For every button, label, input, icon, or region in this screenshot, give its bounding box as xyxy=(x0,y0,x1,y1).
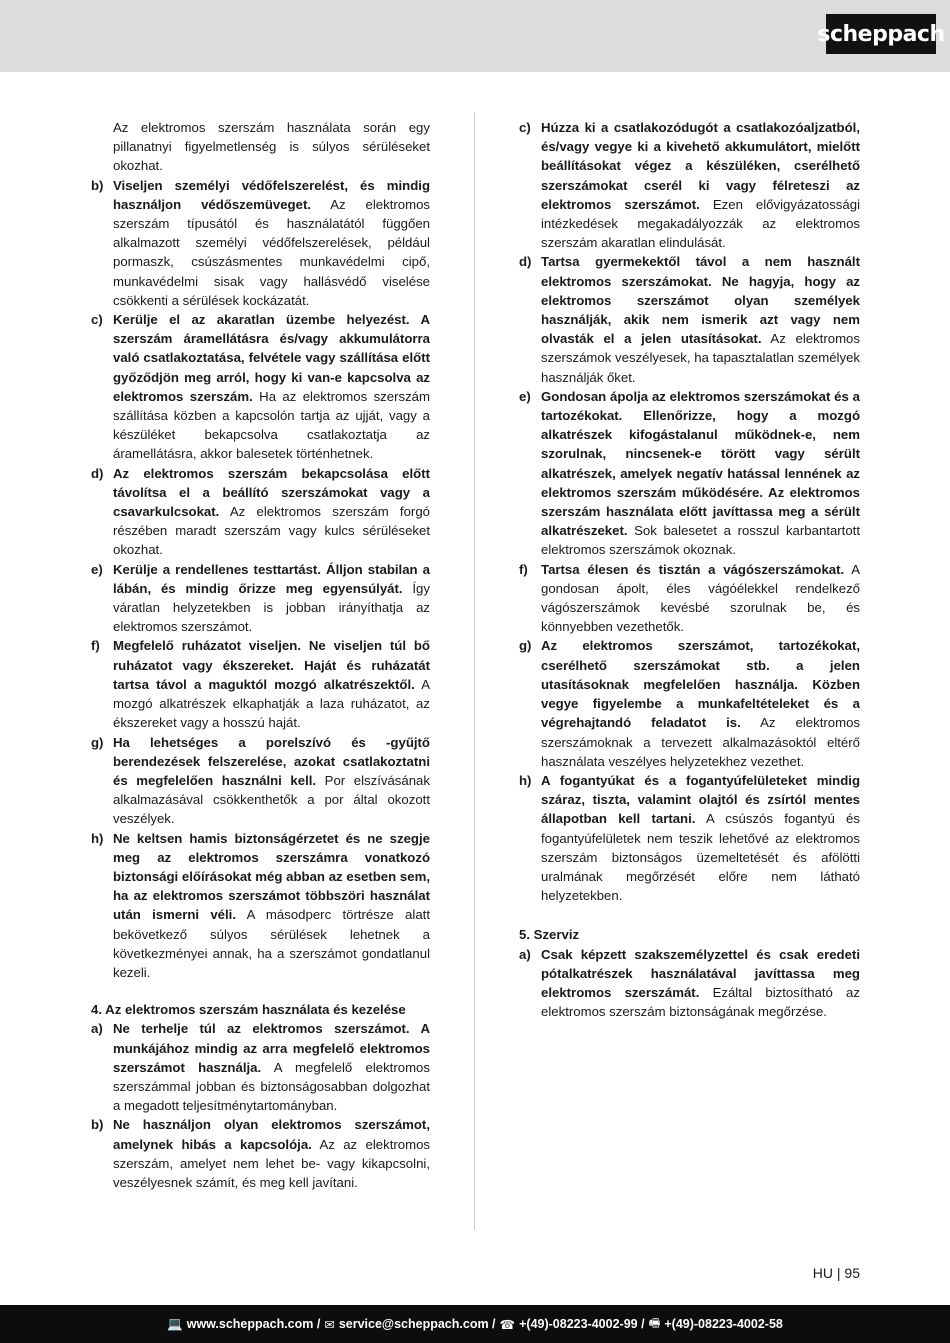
item-bold: Kerülje a rendellenes testtartást. Álljon stabilan a lábán, és mindig őrizze meg egyensúlyát. xyxy=(113,561,430,596)
list-item xyxy=(519,636,860,770)
list-item xyxy=(91,636,430,732)
item-label: c) xyxy=(519,120,531,135)
item-normal: A mozgó alkatrészek elkaphatják a laza ruházatot, az ékszereket vagy a hosszú haját. xyxy=(113,676,430,731)
item-normal: Az elektromos szerszám típusától és használatától függően alkalmazott személyi védőfelszerelések, például pormaszk, csúszásmentes munkavédelmi cipő, munkavédelmi sisak vagy hallásvédő viselése csökkenti a sérülések kockázatát. xyxy=(113,196,431,308)
item-normal: Az az elektromos szerszám, amelyet nem lehet be- vagy kikapcsolni, veszélyesnek számít, és meg kell javítani. xyxy=(113,1136,431,1190)
item-normal: Így váratlan helyzetekben is jobban irányíthatja az elektromos szerszámot. xyxy=(113,580,430,635)
list-item xyxy=(91,1019,430,1115)
footer-email-link[interactable]: service@scheppach.com / xyxy=(338,1317,496,1331)
item-text xyxy=(541,560,860,637)
item-bold: Gondosan ápolja az elektromos szerszámokat és a tartozékokat. Ellenőrizze, hogy a mozgó alkatrészek kifogástalanul működnek-e, nem szorulnak, nincsenek-e törött vagy sérült alkatrészek, amelyek negatív hatással lennének az elektromos szerszám működésére. Az elektromos szerszám használata előtt javíttassa meg a sérült alkatrészeket. xyxy=(541,388,860,539)
item-text xyxy=(541,945,860,1022)
item-label: c) xyxy=(91,312,103,328)
item-label: e) xyxy=(91,561,103,577)
item-text xyxy=(541,387,860,560)
list-item xyxy=(519,560,860,637)
item-label: e) xyxy=(519,388,531,404)
item-label: g) xyxy=(91,734,104,750)
list-item xyxy=(519,252,860,386)
item-normal: A másodperc törtrésze alatt bekövetkező súlyos sérülések lehetnek a következményei annak, ha a szerszámot gondatlanul kezeli. xyxy=(113,907,430,980)
item-label: d) xyxy=(519,254,532,270)
item-label: a) xyxy=(91,1021,103,1037)
item-text xyxy=(113,636,430,732)
item-bold: A fogantyúkat és a fogantyúfelületeket mindig száraz, tiszta, valamint olajtól és zsírtól mentes állapotban kell tartani. xyxy=(541,772,860,827)
item-bold: Ne keltsen hamis biztonságérzetet és ne szegje meg az elektromos szerszámra vonatkozó biztonsági előírásokat még abban az esetben sem, ha az elektromos szerszámot többszöri használat után ismerni véli. xyxy=(113,830,430,923)
item-label: d) xyxy=(91,465,104,481)
item-text xyxy=(541,118,860,252)
list-item xyxy=(91,560,430,637)
item-bold: Ne terhelje túl az elektromos szerszámot. A munkájához mindig az arra megfelelő elektromos szerszámot használja. xyxy=(113,1021,430,1075)
item-normal: Sok balesetet a rosszul karbantartott elektromos szerszámok okoznak. xyxy=(541,523,860,558)
list-item xyxy=(91,176,430,310)
item-text xyxy=(541,252,860,386)
item-normal: Por elszívásának alkalmazásával csökkenthetők a por által okozott veszélyek. xyxy=(113,772,430,827)
list-item xyxy=(519,945,860,1022)
footer-website-link[interactable]: www.scheppach.com / xyxy=(186,1317,321,1331)
item-bold: Az elektromos szerszámot, tartozékokat, cserélhető szerszámokat stb. a jelen utasításoknak megfelelően használja. Közben vegye figyelembe a munkafeltételeket és a végrehajtandó feladatot is. xyxy=(541,638,860,731)
list-item xyxy=(91,1115,430,1192)
item-label: f) xyxy=(91,638,100,654)
item-bold: Csak képzett szakszemélyzettel és csak eredeti pótalkatrészek használatával javíttassa meg elektromos szerszámát. xyxy=(541,946,860,1000)
footer-fax: +(49)-08223-4002-58 xyxy=(664,1317,783,1331)
item-bold: Kerülje el az akaratlan üzembe helyezést. A szerszám áramellátásra és/vagy akkumulátorra való csatlakoztatása, felvétele vagy szállítása előtt győződjön meg arról, hogy ki van-e kapcsolva az elektromos szerszám. xyxy=(113,312,430,404)
item-normal: Az elektromos szerszámok veszélyesek, ha tapasztalatlan személyek használják őket. xyxy=(541,331,860,385)
item-label: b) xyxy=(91,1117,104,1133)
item-bold: Viseljen személyi védőfelszerelést, és mindig használjon védőszemüveget. xyxy=(113,177,430,212)
item-text xyxy=(113,829,430,983)
list-item xyxy=(519,387,860,560)
fax-icon: 🖷 xyxy=(648,1315,661,1330)
footer-phone: +(49)-08223-4002-99 / xyxy=(519,1317,645,1331)
item-text xyxy=(113,464,430,560)
page-footer xyxy=(0,1305,950,1343)
item-normal: Ezáltal biztosítható az elektromos szerszám biztonságának megőrzése. xyxy=(541,984,860,1020)
right-column xyxy=(519,118,860,1021)
item-normal: A csúszós fogantyú és fogantyúfelületek nem teszik lehetővé az elektromos szerszám biztonságos üzemeltetését és afölötti uralmának megőrzését előre nem látható helyzetekben. xyxy=(541,811,860,904)
item-bold: Tartsa élesen és tisztán a vágószerszámokat. xyxy=(541,561,845,577)
list-item xyxy=(91,829,430,983)
item-text xyxy=(113,310,430,464)
item-bold: Tartsa gyermekektől távol a nem használt elektromos szerszámokat. Ne hagyja, hogy az elektromos szerszámot olyan személyek használják, akik nem ismerik azt vagy nem olvasták el a jelen utasításokat. xyxy=(541,254,860,347)
item-text xyxy=(113,176,430,310)
item-label: b) xyxy=(91,177,104,193)
list-item xyxy=(91,464,430,560)
item-normal: Ha az elektromos szerszám szállítása közben a kapcsolón tartja az ujját, vagy a készüléket bekapcsolva csatlakoztatja az áramellátásra, akkor balesetek történhetnek. xyxy=(113,388,431,462)
section-4-heading: 4. Az elektromos szerszám használata és kezelése xyxy=(91,1002,406,1018)
item-normal: Az elektromos szerszámoknak a tervezett alkalmazásoktól eltérő használata veszélyes helyzetekhez vezethet. xyxy=(541,715,860,769)
item-label: h) xyxy=(91,830,104,846)
item-text xyxy=(113,733,430,829)
item-bold: Az elektromos szerszám bekapcsolása előtt távolítsa el a beállító szerszámokat vagy a csavarkulcsokat. xyxy=(113,465,430,520)
item-text xyxy=(113,1019,430,1115)
item-label: f) xyxy=(519,561,528,577)
phone-icon: ☎ xyxy=(499,1317,516,1332)
item-text xyxy=(113,1115,430,1192)
item-bold: Megfelelő ruházatot viseljen. Ne viseljen túl bő ruházatot vagy ékszereket. Haját és ruházatát tartsa távol a maguktól mozgó alkatrészektől. xyxy=(113,638,430,692)
list-item xyxy=(91,733,430,829)
list-item xyxy=(91,310,430,464)
intro-paragraph: Az elektromos szerszám használata során egy pillanatnyi figyelmetlenség is súlyos sérüléseket okozhat. xyxy=(113,120,430,174)
item-bold: Ha lehetséges a porelszívó és -gyűjtő berendezések felszerelése, azokat csatlakoztatni és megfelelően használni kell. xyxy=(113,734,430,788)
section-5-heading: 5. Szerviz xyxy=(519,927,580,943)
item-bold: Húzza ki a csatlakozódugót a csatlakozóaljzatból, és/vagy vegye ki a kivehető akkumulátort, mielőtt beállításokat végez a készüléken, cserélhető szerszámokat cserél ki vagy félreteszi az elektromos szerszámot. xyxy=(541,120,860,212)
column-divider xyxy=(474,112,475,1230)
list-item xyxy=(519,771,860,905)
item-text xyxy=(541,636,860,770)
item-bold: Ne használjon olyan elektromos szerszámot, amelynek hibás a kapcsolója. xyxy=(113,1117,430,1152)
item-normal: A gondosan ápolt, éles vágóélekkel rendelkező vágószerszámok kevésbé szorulnak be, és könnyebben vezethetők. xyxy=(541,561,860,635)
item-text xyxy=(541,771,860,905)
list-item xyxy=(519,118,860,252)
mail-icon: ✉ xyxy=(324,1317,335,1332)
item-normal: Ezen elővigyázatossági intézkedések megakadályozzák az elektromos szerszám akaratlan elindulását. xyxy=(541,196,860,251)
item-label: g) xyxy=(519,638,532,654)
item-label: h) xyxy=(519,772,532,788)
page-header xyxy=(0,0,950,72)
left-column xyxy=(91,118,430,1192)
item-normal: A megfelelő elektromos szerszámmal jobban és biztonságosabban dolgozhat a megadott teljesítménytartományban. xyxy=(113,1059,430,1114)
computer-icon: 💻 xyxy=(167,1316,183,1331)
item-label: a) xyxy=(519,946,531,962)
page-number: HU | 95 xyxy=(812,1265,860,1281)
scheppach-logo: scheppach xyxy=(826,14,936,54)
item-normal: Az elektromos szerszám forgó részében maradt szerszám vagy kulcs sérüléseket okozhat. xyxy=(113,504,430,558)
item-text xyxy=(113,560,430,637)
